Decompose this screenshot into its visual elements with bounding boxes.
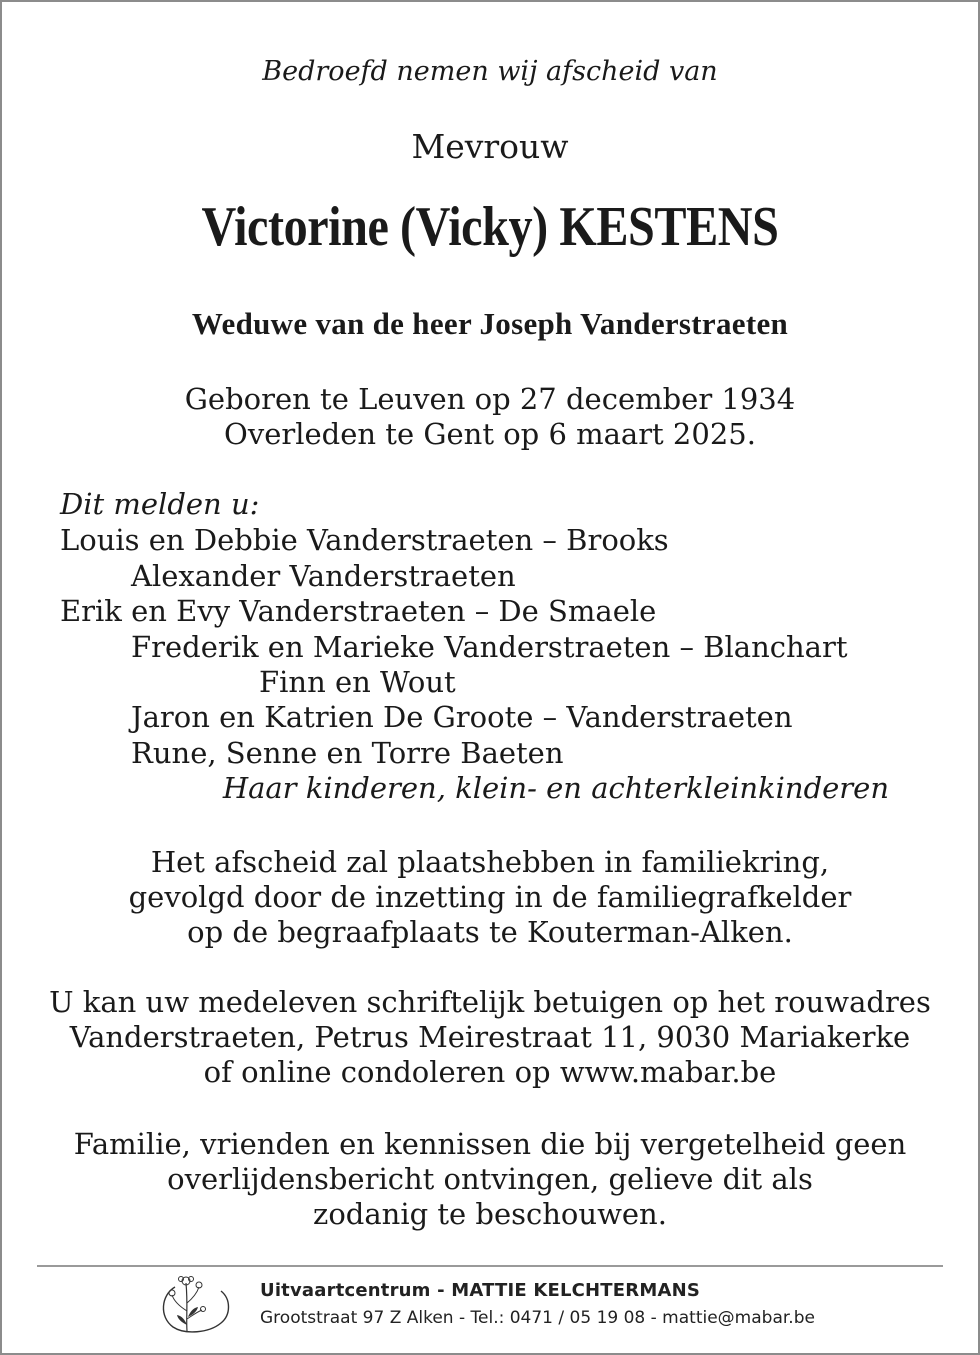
condolence-line: U kan uw medeleven schriftelijk betuigen op het rouwadres bbox=[49, 985, 931, 1019]
ceremony-paragraph bbox=[0, 845, 980, 950]
funeral-home-contact: Grootstraat 97 Z Alken - Tel.: 0471 / 05 19 08 - mattie@mabar.be bbox=[260, 1308, 815, 1328]
notice-footer-line: overlijdensbericht ontvingen, gelieve dit als bbox=[167, 1162, 813, 1196]
footer-divider bbox=[37, 1265, 943, 1267]
flower-logo-icon bbox=[157, 1273, 235, 1335]
notice-intro: Bedroefd nemen wij afscheid van bbox=[262, 56, 718, 87]
life-dates bbox=[0, 382, 980, 452]
widow-of: Weduwe van de heer Joseph Vanderstraeten bbox=[191, 306, 789, 341]
family-heading: Dit melden u: bbox=[60, 487, 260, 521]
family-line: Jaron en Katrien De Groote – Vanderstraeten bbox=[131, 700, 793, 734]
ceremony-line: op de begraafplaats te Kouterman-Alken. bbox=[187, 915, 793, 949]
funeral-home-name: Uitvaartcentrum - MATTIE KELCHTERMANS bbox=[260, 1280, 701, 1301]
condolence-paragraph bbox=[0, 985, 980, 1090]
death-line: Overleden te Gent op 6 maart 2025. bbox=[224, 417, 756, 451]
ceremony-line: Het afscheid zal plaatshebben in familiekring, bbox=[150, 845, 830, 879]
family-line: Finn en Wout bbox=[259, 665, 456, 699]
notice-footer-paragraph bbox=[0, 1127, 980, 1232]
family-line: Alexander Vanderstraeten bbox=[131, 559, 516, 593]
notice-footer-line: Familie, vrienden en kennissen die bij vergetelheid geen bbox=[73, 1127, 907, 1161]
condolence-line: of online condoleren op www.mabar.be bbox=[203, 1055, 777, 1089]
notice-footer-line: zodanig te beschouwen. bbox=[313, 1197, 667, 1231]
ceremony-line: gevolgd door de inzetting in de familiegrafkelder bbox=[128, 880, 852, 914]
notice-salutation: Mevrouw bbox=[411, 127, 569, 166]
family-line: Erik en Evy Vanderstraeten – De Smaele bbox=[60, 594, 657, 628]
condolence-line: Vanderstraeten, Petrus Meirestraat 11, 9030 Mariakerke bbox=[69, 1020, 911, 1054]
family-closing: Haar kinderen, klein- en achterkleinkinderen bbox=[222, 771, 889, 805]
family-line: Louis en Debbie Vanderstraeten – Brooks bbox=[60, 523, 669, 557]
family-line: Frederik en Marieke Vanderstraeten – Blanchart bbox=[131, 630, 848, 664]
birth-line: Geboren te Leuven op 27 december 1934 bbox=[184, 382, 796, 416]
deceased-name: Victorine (Vicky) KESTENS bbox=[201, 196, 779, 258]
family-line: Rune, Senne en Torre Baeten bbox=[131, 736, 564, 770]
